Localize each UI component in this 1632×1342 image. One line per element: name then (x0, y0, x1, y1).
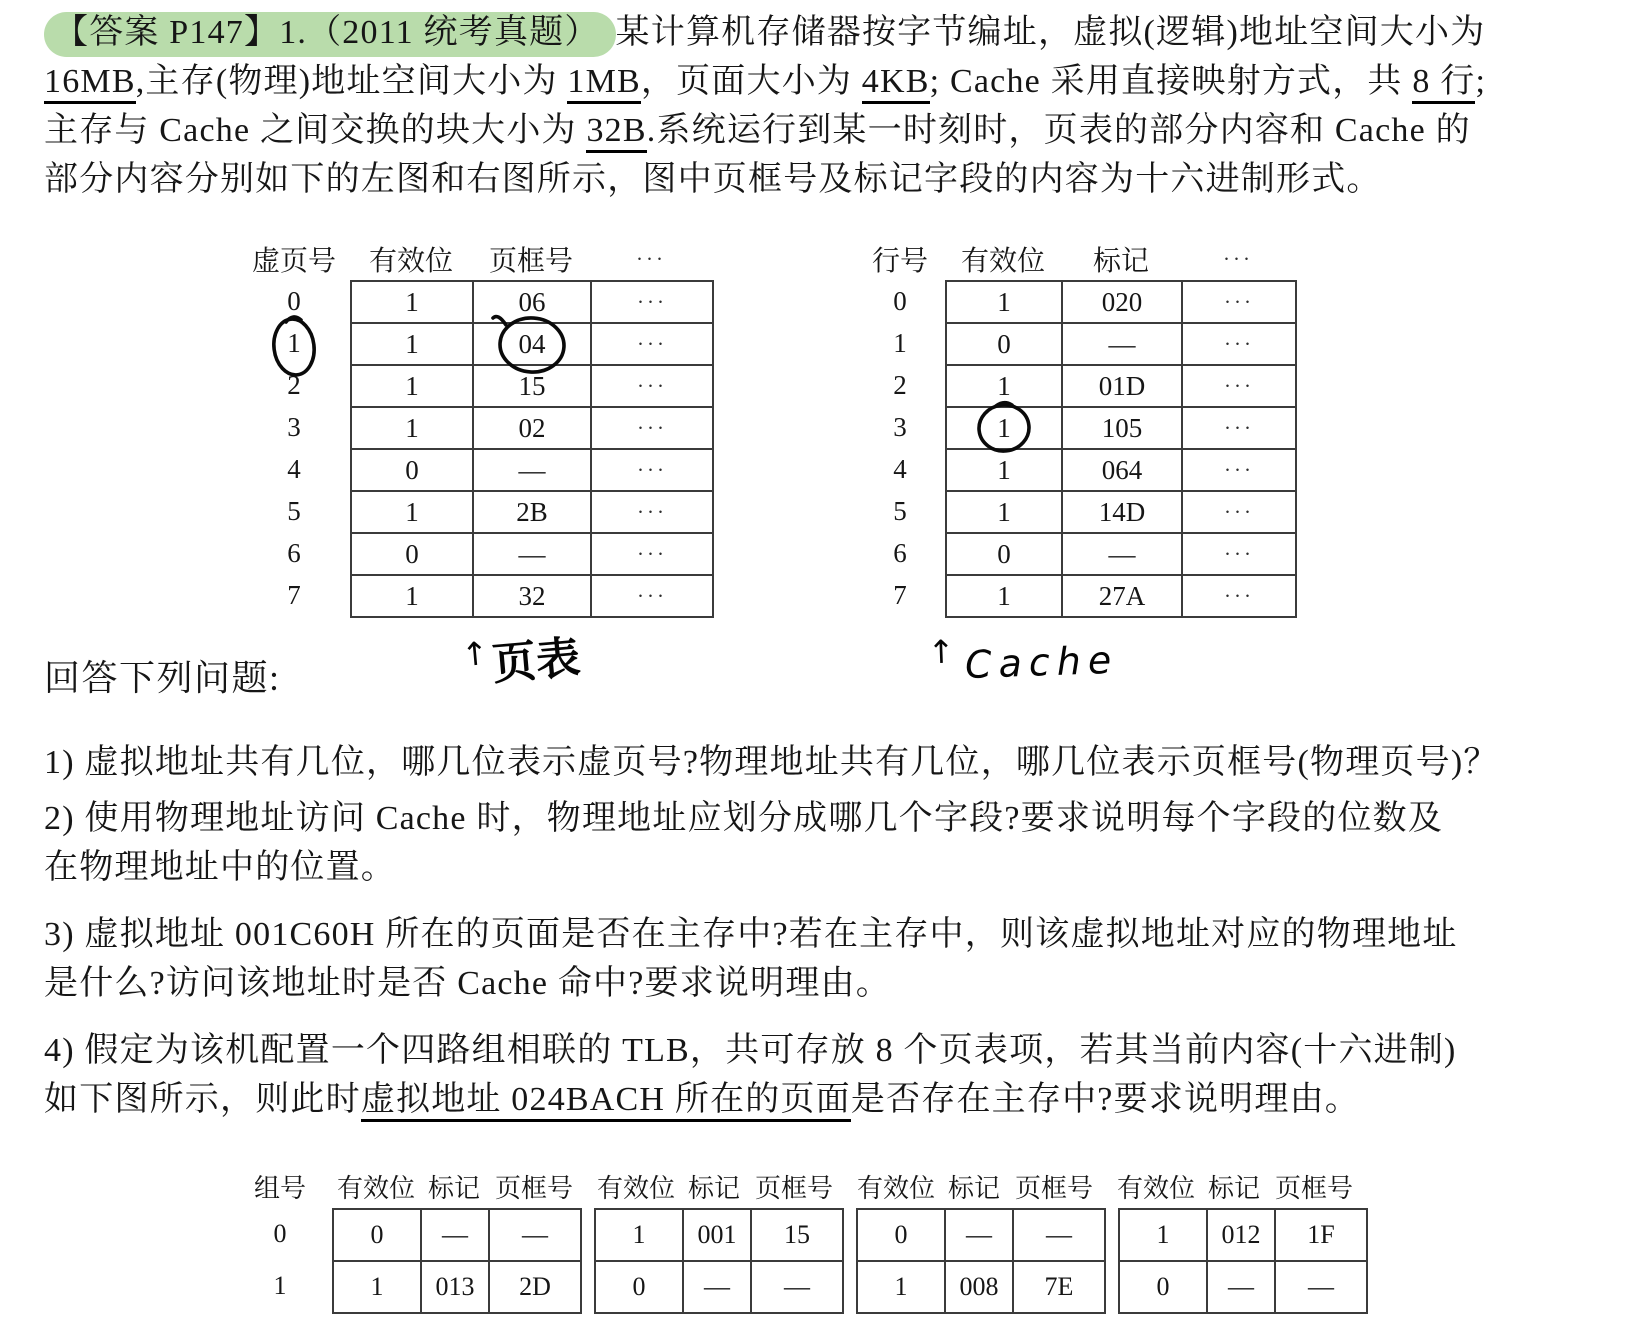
question-3 (44, 910, 1624, 1008)
frame-cell: 04 (474, 324, 592, 366)
valid-cell: 1 (858, 1262, 946, 1314)
tlb-header-frame: 页框号 (494, 1173, 573, 1203)
frame-cell: — (1276, 1262, 1368, 1314)
more-cell: ··· (592, 408, 714, 450)
valid-cell: 1 (1120, 1210, 1208, 1262)
cache-table-header-line: 行号 (871, 246, 928, 277)
valid-cell: 1 (352, 492, 474, 534)
page-table-header-valid: 有效位 (368, 246, 453, 277)
row-label: 1 (287, 327, 301, 358)
intro-text: ，页面大小为 (640, 63, 862, 100)
page-table-header-row (238, 238, 714, 280)
valid-cell: 0 (947, 534, 1063, 576)
row-label: 4 (287, 453, 301, 484)
tlb-header-frame: 页框号 (1014, 1173, 1093, 1203)
tlb-way-0 (332, 1208, 582, 1314)
more-cell: ··· (592, 450, 714, 492)
page-table-header-vpn: 虚页号 (251, 246, 336, 277)
tag-cell: 008 (946, 1262, 1014, 1314)
intro-text: ; Cache 采用直接映射方式，共 (929, 63, 1413, 100)
more-cell: ··· (1183, 366, 1297, 408)
frame-cell: 1F (1276, 1210, 1368, 1262)
question-2-line-2: 在物理地址中的位置。 (44, 849, 396, 886)
frame-cell: 06 (474, 282, 592, 324)
more-cell: ··· (1183, 324, 1297, 366)
tag-cell: 27A (1063, 576, 1183, 618)
tlb-table (240, 1164, 1368, 1314)
intro-line-4 (44, 155, 1620, 204)
tag-cell: 012 (1208, 1210, 1276, 1262)
frame-cell: — (1014, 1210, 1106, 1262)
question-2 (44, 794, 1624, 892)
question-4-line-1: 4) 假定为该机配置一个四路组相联的 TLB，共可存放 8 个页表项，若其当前内容(十六进制) (44, 1032, 1457, 1069)
tlb-way-header (852, 1168, 1100, 1205)
up-arrow-icon: ↑ (927, 632, 963, 672)
cache-table-header-valid: 有效位 (960, 246, 1045, 277)
question-1 (44, 738, 1624, 787)
tag-cell: 013 (422, 1262, 490, 1314)
tlb-header-set: 组号 (253, 1173, 306, 1203)
cache-table (855, 238, 1297, 618)
frame-cell: 02 (474, 408, 592, 450)
valid-cell: 1 (596, 1210, 684, 1262)
tlb-header-frame: 页框号 (1274, 1173, 1353, 1203)
cache-table-row-labels (855, 280, 945, 618)
underlined-value: 32B (586, 112, 646, 153)
valid-cell: 1 (947, 492, 1063, 534)
more-cell: ··· (592, 492, 714, 534)
answer-ref-highlight: 【答案 P147】1.（2011 统考真题） (44, 12, 616, 57)
valid-cell: 0 (858, 1210, 946, 1262)
set-label: 0 (273, 1219, 287, 1248)
row-label: 7 (893, 579, 907, 610)
page-table-header-more: ··· (636, 246, 666, 271)
row-label: 6 (287, 537, 301, 568)
tlb-way-header (592, 1168, 840, 1205)
cache-table-header-tag: 标记 (1092, 246, 1149, 277)
tlb-way-1 (594, 1208, 844, 1314)
underlined-address: 虚拟地址 024BACH 所在的页面 (361, 1081, 851, 1122)
more-cell: ··· (592, 282, 714, 324)
frame-cell: 15 (474, 366, 592, 408)
underlined-value: 4KB (862, 63, 930, 104)
tag-cell: — (1063, 534, 1183, 576)
tlb-header-tag: 标记 (947, 1173, 1000, 1203)
frame-cell: — (752, 1262, 844, 1314)
frame-cell: 2B (474, 492, 592, 534)
question-4 (44, 1026, 1624, 1124)
row-label: 3 (893, 411, 907, 442)
intro-paragraph (44, 8, 1620, 204)
frame-cell: 7E (1014, 1262, 1106, 1314)
handwritten-note-page-table (459, 621, 582, 695)
valid-cell: 0 (352, 450, 474, 492)
more-cell: ··· (1183, 282, 1297, 324)
tag-cell: 064 (1063, 450, 1183, 492)
question-2-line-1: 2) 使用物理地址访问 Cache 时，物理地址应划分成哪几个字段?要求说明每个字段的位数及 (44, 800, 1444, 837)
questions-prompt: 回答下列问题: (44, 658, 281, 698)
valid-cell: 1 (947, 408, 1063, 450)
handwritten-text-cache: Cache (964, 637, 1119, 688)
tlb-way-header (332, 1168, 580, 1205)
tlb-way-header (1112, 1168, 1360, 1205)
row-label: 0 (893, 285, 907, 316)
row-label: 6 (893, 537, 907, 568)
valid-cell: 0 (596, 1262, 684, 1314)
question-4-text: 如下图所示，则此时 (44, 1081, 361, 1118)
more-cell: ··· (1183, 408, 1297, 450)
row-label: 3 (287, 411, 301, 442)
frame-cell: — (474, 450, 592, 492)
tag-cell: — (946, 1210, 1014, 1262)
valid-cell: 1 (352, 576, 474, 618)
intro-text: ,主存(物理)地址空间大小为 (135, 63, 568, 100)
intro-line-2 (44, 57, 1620, 106)
valid-cell: 0 (1120, 1262, 1208, 1314)
tlb-header-row (240, 1164, 1368, 1208)
tlb-header-valid: 有效位 (336, 1173, 415, 1203)
tlb-body (240, 1208, 1368, 1314)
tag-cell: 14D (1063, 492, 1183, 534)
question-3-line-2: 是什么?访问该地址时是否 Cache 命中?要求说明理由。 (44, 965, 891, 1002)
frame-cell: 15 (752, 1210, 844, 1262)
row-label: 5 (893, 495, 907, 526)
more-cell: ··· (1183, 450, 1297, 492)
more-cell: ··· (1183, 576, 1297, 618)
valid-cell: 1 (947, 282, 1063, 324)
handwritten-note-cache (927, 627, 1119, 689)
question-4-text: 是否存在主存中?要求说明理由。 (850, 1081, 1360, 1118)
intro-line-1 (44, 8, 1620, 57)
row-label: 2 (893, 369, 907, 400)
underlined-value: 1MB (567, 63, 641, 104)
row-label: 5 (287, 495, 301, 526)
frame-cell: — (490, 1210, 582, 1262)
row-label: 2 (287, 369, 301, 400)
tag-cell: 105 (1063, 408, 1183, 450)
intro-text: ; (1475, 63, 1487, 100)
more-cell: ··· (1183, 534, 1297, 576)
tag-cell: 001 (684, 1210, 752, 1262)
valid-cell: 1 (334, 1262, 422, 1314)
intro-text: .系统运行到某一时刻时，页表的部分内容和 Cache 的 (646, 112, 1471, 149)
tag-cell: — (1063, 324, 1183, 366)
tlb-header-valid: 有效位 (1116, 1173, 1195, 1203)
frame-cell: — (474, 534, 592, 576)
tag-cell: 020 (1063, 282, 1183, 324)
hand-circle-annotation-frame04 (490, 307, 572, 377)
underlined-value: 8 行 (1412, 63, 1475, 104)
page-table (238, 238, 714, 618)
set-label: 1 (273, 1271, 287, 1300)
hand-circle-annotation-vpn1 (266, 311, 322, 381)
intro-text: 某计算机存储器按字节编址，虚拟(逻辑)地址空间大小为 (615, 14, 1486, 51)
tlb-header-tag: 标记 (687, 1173, 740, 1203)
handwritten-text-page-table: 页表 (490, 631, 583, 691)
more-cell: ··· (1183, 492, 1297, 534)
hand-circle-annotation-valid1 (974, 400, 1034, 456)
question-1-text: 1) 虚拟地址共有几位，哪几位表示虚页号?物理地址共有几位，哪几位表示页框号(物理页号)？ (44, 744, 1499, 781)
frame-cell: 2D (490, 1262, 582, 1314)
intro-line-3 (44, 106, 1620, 155)
tlb-header-valid: 有效位 (596, 1173, 675, 1203)
row-label: 0 (287, 285, 301, 316)
valid-cell: 1 (947, 366, 1063, 408)
underlined-value: 16MB (44, 63, 136, 104)
valid-cell: 1 (352, 408, 474, 450)
more-cell: ··· (592, 366, 714, 408)
row-label: 4 (893, 453, 907, 484)
tlb-set-labels (240, 1208, 320, 1314)
tlb-header-tag: 标记 (427, 1173, 480, 1203)
valid-cell: 0 (352, 534, 474, 576)
valid-cell: 1 (352, 282, 474, 324)
tag-cell: — (422, 1210, 490, 1262)
intro-text: 部分内容分别如下的左图和右图所示，图中页框号及标记字段的内容为十六进制形式。 (44, 161, 1382, 198)
tag-cell: — (684, 1262, 752, 1314)
valid-cell: 1 (352, 366, 474, 408)
tag-cell: 01D (1063, 366, 1183, 408)
valid-cell: 1 (947, 576, 1063, 618)
more-cell: ··· (592, 576, 714, 618)
up-arrow-icon: ↑ (459, 633, 490, 675)
more-cell: ··· (592, 324, 714, 366)
row-label: 1 (893, 327, 907, 358)
cache-table-header-more: ··· (1223, 246, 1253, 271)
valid-cell: 0 (334, 1210, 422, 1262)
tlb-header-frame: 页框号 (754, 1173, 833, 1203)
row-label: 7 (287, 579, 301, 610)
page-table-header-frame: 页框号 (488, 246, 573, 277)
valid-cell: 1 (352, 324, 474, 366)
valid-cell: 1 (947, 450, 1063, 492)
tlb-header-valid: 有效位 (856, 1173, 935, 1203)
cache-table-header-row (855, 238, 1297, 280)
tlb-way-2 (856, 1208, 1106, 1314)
question-3-line-1: 3) 虚拟地址 001C60H 所在的页面是否在主存中?若在主存中，则该虚拟地址对应的物理地址 (44, 916, 1458, 953)
more-cell: ··· (592, 534, 714, 576)
tlb-header-tag: 标记 (1207, 1173, 1260, 1203)
frame-cell: 32 (474, 576, 592, 618)
valid-cell: 0 (947, 324, 1063, 366)
tag-cell: — (1208, 1262, 1276, 1314)
tlb-way-3 (1118, 1208, 1368, 1314)
question-4-line-2 (44, 1075, 1624, 1124)
intro-text: 主存与 Cache 之间交换的块大小为 (44, 112, 587, 149)
